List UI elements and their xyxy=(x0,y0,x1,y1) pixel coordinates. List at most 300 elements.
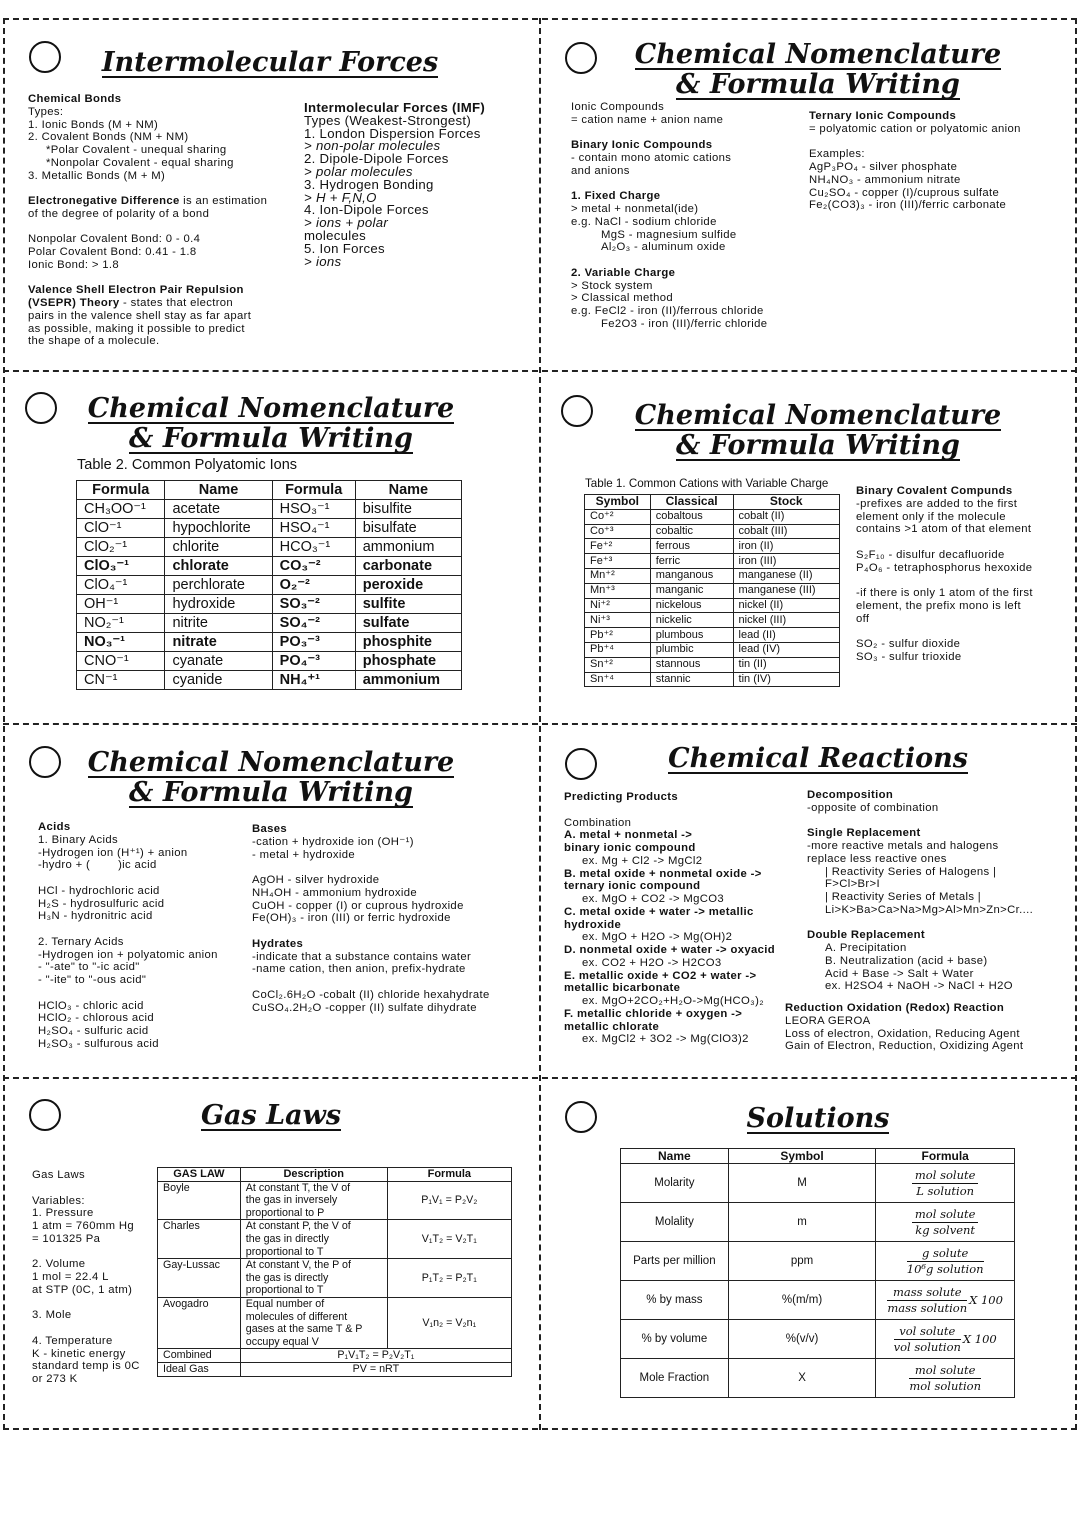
table-cell: Parts per million xyxy=(621,1242,729,1281)
text-line xyxy=(28,144,267,157)
text-line xyxy=(564,829,775,842)
text-line xyxy=(571,280,767,293)
table-row xyxy=(585,672,840,687)
table-cell: cobaltous xyxy=(650,509,733,524)
title-text: Chemical Reactions xyxy=(668,743,968,774)
table-cell: Combined xyxy=(158,1349,241,1363)
formula-cell xyxy=(876,1203,1015,1242)
text-line-main: as possible, making it possible to predict xyxy=(28,322,245,335)
text-line xyxy=(807,891,1033,904)
table-cell: nitrite xyxy=(165,614,272,633)
table-cell: PO₄⁻³ xyxy=(272,652,355,671)
fraction xyxy=(912,1207,979,1238)
title-text: Chemical Nomenclature xyxy=(87,747,455,778)
text-line xyxy=(38,974,218,987)
text-line-main: AgP₃PO₄ - silver phosphate xyxy=(809,161,958,173)
text-line-main: CuSO₄.2H₂O -copper (II) sulfate dihydrate xyxy=(252,1001,477,1014)
text-line-main: P₄O₆ - tetraphosphorus hexoxide xyxy=(856,561,1033,574)
text-line-main: A. Precipitation xyxy=(825,942,907,954)
table-cell: acetate xyxy=(165,500,272,519)
text-line-main: ternary ionic compound xyxy=(564,880,701,893)
text-line xyxy=(564,868,775,881)
text-line xyxy=(28,246,267,259)
text-line-main: pairs in the valence shell stay as far apart xyxy=(28,309,252,322)
table-cell: SO₃⁻² xyxy=(272,595,355,614)
text-line xyxy=(564,970,775,983)
column-header: Name xyxy=(355,481,461,500)
text-line xyxy=(252,874,490,887)
table-cell: PO₃⁻³ xyxy=(272,633,355,652)
text-line xyxy=(807,980,1033,993)
text-line-main: Gas Laws xyxy=(32,1169,86,1181)
text-line xyxy=(28,323,267,336)
table-cell: P₁V₁T₂ = P₂V₂T₁ xyxy=(240,1349,511,1363)
table-row xyxy=(585,509,840,524)
text-line-main: 4. Ion-Dipole Forces xyxy=(304,202,429,218)
table-cell: NH₄⁺¹ xyxy=(272,671,355,690)
text-line xyxy=(564,1008,775,1021)
text-line xyxy=(38,847,218,860)
text-line-main: Gain of Electron, Reduction, Oxidizing Agent xyxy=(785,1040,1024,1053)
denominator: kg solvent xyxy=(915,1222,976,1237)
text-line xyxy=(571,241,767,254)
text-line xyxy=(28,195,267,208)
title-text: Chemical Nomenclature xyxy=(634,39,1002,70)
table-cell: Charles xyxy=(158,1220,241,1259)
text-line xyxy=(564,982,775,995)
ternary-compounds-notes xyxy=(809,110,1021,212)
text-line-main: - contain mono atomic cations xyxy=(571,152,732,164)
text-line xyxy=(809,148,1021,161)
text-line xyxy=(32,1284,140,1297)
text-line xyxy=(856,651,1033,664)
spacer xyxy=(856,536,1033,549)
text-line xyxy=(252,938,490,951)
spacer xyxy=(807,815,1033,828)
table-cell: Sn⁺⁴ xyxy=(585,672,651,687)
text-line xyxy=(571,190,767,203)
text-line xyxy=(38,910,218,923)
text-line xyxy=(571,229,767,242)
gas-variables-notes xyxy=(32,1169,140,1386)
text-line-main: Combination xyxy=(564,816,632,829)
text-line xyxy=(807,968,1033,981)
table-cell: iron (III) xyxy=(733,554,839,569)
text-line xyxy=(32,1207,140,1220)
text-line-main: or 273 K xyxy=(32,1373,78,1385)
table-cell: At constant V, the P of the gas is directly proportional to T xyxy=(240,1259,387,1298)
text-line xyxy=(809,199,1021,212)
text-line-main: H₂S - hydrosulfuric acid xyxy=(38,897,165,910)
text-line xyxy=(252,887,490,900)
text-line-main: CuOH - copper (I) or cuprous hydroxide xyxy=(252,899,464,912)
text-line-main: 2. Covalent Bonds (NM + NM) xyxy=(28,131,189,144)
numerator: vol solute xyxy=(894,1324,961,1340)
table-cell: sulfite xyxy=(355,595,461,614)
text-line xyxy=(252,849,490,862)
text-line-main: H₃N - hydronitric acid xyxy=(38,910,153,923)
text-line-main: e.g. NaCl - sodium chloride xyxy=(571,215,717,228)
column-header: GAS LAW xyxy=(158,1168,241,1182)
table-cell: ferric xyxy=(650,554,733,569)
text-line-main: | Reactivity Series of Metals | xyxy=(825,891,982,903)
text-line-main: element only if the molecule xyxy=(856,510,1006,523)
table-cell: OH⁻¹ xyxy=(77,595,165,614)
text-line-main: Reduction Oxidation (Redox) Reaction xyxy=(785,1002,1005,1014)
text-line xyxy=(564,1033,775,1046)
title-text: & Formula Writing xyxy=(129,777,413,808)
text-line xyxy=(856,498,1033,511)
text-line xyxy=(785,1040,1023,1053)
text-line xyxy=(571,292,767,305)
text-line-main: Types (Weakest-Strongest) xyxy=(304,112,472,128)
column-header: Classical xyxy=(650,495,733,510)
text-line xyxy=(38,834,218,847)
text-line-main: -Hydrogen ion + polyatomic anion xyxy=(38,948,218,961)
table-cell: CN⁻¹ xyxy=(77,671,165,690)
spacer xyxy=(571,254,767,267)
denominator: L solution xyxy=(916,1183,975,1198)
text-line xyxy=(32,1271,140,1284)
table-row xyxy=(77,652,462,671)
text-line xyxy=(28,208,267,221)
text-line-main: > H + F,N,O xyxy=(304,189,377,205)
text-line-rest: is an estimation xyxy=(179,195,268,207)
text-line xyxy=(564,906,775,919)
table-row xyxy=(585,524,840,539)
table-cell: phosphite xyxy=(355,633,461,652)
text-line xyxy=(807,955,1033,968)
title-text: Chemical Nomenclature xyxy=(87,393,455,424)
text-line xyxy=(809,187,1021,200)
text-line-main: standard temp is 0C xyxy=(32,1360,140,1373)
table-cell: Molarity xyxy=(621,1164,729,1203)
column-header: Name xyxy=(165,481,272,500)
table-cell: CH₃OO⁻¹ xyxy=(77,500,165,519)
table-row xyxy=(77,500,462,519)
spacer xyxy=(856,574,1033,587)
column-header: Formula xyxy=(876,1149,1015,1164)
table-row xyxy=(621,1203,1015,1242)
text-line-main: 2. Variable Charge xyxy=(571,266,676,279)
fraction xyxy=(912,1168,979,1199)
table-cell: Pb⁺⁴ xyxy=(585,642,651,657)
text-line-main: -name cation, then anion, prefix-hydrate xyxy=(252,963,466,976)
table-row xyxy=(621,1359,1015,1398)
text-line-main: and anions xyxy=(571,164,630,177)
text-line-main: C. metal oxide + water -> metallic xyxy=(564,905,754,918)
gas-laws-table xyxy=(157,1167,512,1377)
imf-notes xyxy=(304,102,485,268)
text-line xyxy=(571,267,767,280)
numerator: g solute xyxy=(907,1246,984,1262)
title-text: & Formula Writing xyxy=(129,423,413,454)
text-line-main: > Classical method xyxy=(571,292,674,305)
text-line-main: 2. Volume xyxy=(32,1258,86,1271)
text-line-main: ex. MgO+2CO₂+H₂O->Mg(HCO₃)₂ xyxy=(582,995,764,1007)
text-line xyxy=(32,1195,140,1208)
solutions-table xyxy=(620,1148,1015,1398)
table-row xyxy=(621,1164,1015,1203)
spacer xyxy=(252,925,490,938)
title-text: & Formula Writing xyxy=(676,430,960,461)
text-line xyxy=(571,203,767,216)
text-line-main: Ternary Ionic Compounds xyxy=(809,110,957,122)
text-line xyxy=(28,233,267,246)
text-line xyxy=(32,1335,140,1348)
text-line xyxy=(28,259,267,272)
text-line xyxy=(38,1000,218,1013)
text-line xyxy=(564,842,775,855)
table-cell: PV = nRT xyxy=(240,1362,511,1376)
table-cell: chlorate xyxy=(165,557,272,576)
text-line-main: Li>K>Ba>Ca>Na>Mg>Al>Mn>Zn>Cr.... xyxy=(825,903,1034,916)
column-header: Symbol xyxy=(585,495,651,510)
text-line-main: -cation + hydroxide ion (OH⁻¹) xyxy=(252,835,414,848)
table-cell: HCO₃⁻¹ xyxy=(272,538,355,557)
text-line-main: MgS - magnesium sulfide xyxy=(601,228,737,241)
spacer xyxy=(564,804,775,817)
table-cell: Mn⁺² xyxy=(585,568,651,583)
table-cell: manganese (III) xyxy=(733,583,839,598)
table-cell: m xyxy=(728,1203,876,1242)
text-line-main: CoCl₂.6H₂O -cobalt (II) chloride hexahydrate xyxy=(252,988,490,1001)
text-line-main: ex. MgO + H2O -> Mg(OH)2 xyxy=(582,931,733,944)
table-row xyxy=(585,613,840,628)
table-row xyxy=(585,554,840,569)
text-line xyxy=(28,335,267,348)
ionic-compounds-notes xyxy=(571,101,767,331)
table-cell: stannous xyxy=(650,657,733,672)
text-line xyxy=(856,600,1033,613)
card-title xyxy=(40,48,500,78)
table-row xyxy=(621,1242,1015,1281)
column-header: Description xyxy=(240,1168,387,1182)
formula-cell xyxy=(876,1359,1015,1398)
text-line xyxy=(785,1015,1023,1028)
text-line xyxy=(807,929,1033,942)
text-line-main: > polar molecules xyxy=(304,163,413,179)
text-line-main: contains >1 atom of that element xyxy=(856,523,1032,536)
text-line-main: hydroxide xyxy=(564,918,622,931)
text-line xyxy=(856,613,1033,626)
text-line xyxy=(28,106,267,119)
text-line-main: Acids xyxy=(38,821,71,833)
table-cell: M xyxy=(728,1164,876,1203)
acids-notes xyxy=(38,821,218,1051)
text-line xyxy=(38,859,218,872)
table-cell: ppm xyxy=(728,1242,876,1281)
text-line-main: element, the prefix mono is left xyxy=(856,599,1022,612)
fraction xyxy=(887,1285,967,1316)
table-cell: manganous xyxy=(650,568,733,583)
table-caption: Table 2. Common Polyatomic Ions xyxy=(77,457,298,473)
text-line-main: (VSEPR) Theory xyxy=(28,297,120,309)
table-cell: Fe⁺² xyxy=(585,539,651,554)
table-row xyxy=(158,1220,512,1259)
text-line xyxy=(252,836,490,849)
formula-cell xyxy=(876,1281,1015,1320)
text-line xyxy=(252,963,490,976)
text-line-main: -if there is only 1 atom of the first xyxy=(856,587,1033,599)
table-cell: peroxide xyxy=(355,576,461,595)
text-line xyxy=(564,880,775,893)
table-cell: Mn⁺³ xyxy=(585,583,651,598)
table-cell: Ni⁺² xyxy=(585,598,651,613)
text-line xyxy=(807,942,1033,955)
table-cell: ammonium xyxy=(355,671,461,690)
text-line-main: Decomposition xyxy=(807,789,894,801)
table-row xyxy=(585,657,840,672)
table-cell: hypochlorite xyxy=(165,519,272,538)
text-line-main: Predicting Products xyxy=(564,791,678,803)
spacer xyxy=(807,917,1033,930)
table-row xyxy=(77,595,462,614)
text-line xyxy=(252,912,490,925)
text-line-main: metallic chlorate xyxy=(564,1020,660,1033)
table-cell: ClO₄⁻¹ xyxy=(77,576,165,595)
spacer xyxy=(809,136,1021,149)
text-line xyxy=(564,919,775,932)
text-line xyxy=(856,523,1033,536)
text-line-main: ex. H2SO4 + NaOH -> NaCl + H2O xyxy=(825,980,1013,993)
table-row xyxy=(585,642,840,657)
text-line-main: Ionic Bond: > 1.8 xyxy=(28,258,120,271)
table-cell: V₁n₂ = V₂n₁ xyxy=(387,1297,511,1348)
chemical-bonds-notes xyxy=(28,93,267,348)
text-line-main: ex. Mg + Cl2 -> MgCl2 xyxy=(582,854,703,867)
text-line-main: AgOH - silver hydroxide xyxy=(252,874,380,886)
text-line-main: ex. MgO + CO2 -> MgCO3 xyxy=(582,893,725,905)
title-text: Chemical Nomenclature xyxy=(634,400,1002,431)
text-line xyxy=(252,951,490,964)
text-line xyxy=(571,101,767,114)
table-cell: perchlorate xyxy=(165,576,272,595)
text-line xyxy=(32,1309,140,1322)
table-header-row xyxy=(77,481,462,500)
text-line xyxy=(38,936,218,949)
table-header-row xyxy=(621,1149,1015,1164)
text-line xyxy=(571,114,767,127)
spacer xyxy=(252,861,490,874)
table-cell: ClO₂⁻¹ xyxy=(77,538,165,557)
table-cell: bisulfate xyxy=(355,519,461,538)
text-line xyxy=(809,174,1021,187)
table-row xyxy=(77,557,462,576)
text-line-main: -hydro + ( )ic acid xyxy=(38,859,157,872)
table-cell: X xyxy=(728,1359,876,1398)
redox-notes xyxy=(785,1002,1023,1053)
text-line-main: - "-ite" to "-ous acid" xyxy=(38,974,147,986)
table-cell: Co⁺³ xyxy=(585,524,651,539)
fraction xyxy=(909,1363,981,1394)
text-line-main: - metal + hydroxide xyxy=(252,848,356,861)
text-line-main: - "-ate" to "-ic acid" xyxy=(38,961,140,974)
text-line-main: 1. Ionic Bonds (M + NM) xyxy=(28,118,159,131)
text-line xyxy=(571,216,767,229)
text-line-main: F. metallic chloride + oxygen -> xyxy=(564,1007,743,1020)
title-text: & Formula Writing xyxy=(676,69,960,100)
table-cell: lead (IV) xyxy=(733,642,839,657)
text-line-main: 5. Ion Forces xyxy=(304,240,385,256)
table-cell: %(v/v) xyxy=(728,1320,876,1359)
text-line-main: 1 atm = 760mm Hg xyxy=(32,1220,134,1232)
text-line xyxy=(809,110,1021,123)
text-line xyxy=(571,165,767,178)
text-line-main: K - kinetic energy xyxy=(32,1347,126,1360)
text-line xyxy=(38,898,218,911)
text-line-main: -more reactive metals and halogens xyxy=(807,840,999,852)
reaction-types-notes xyxy=(807,789,1033,993)
text-line xyxy=(252,1002,490,1015)
numerator: mass solute xyxy=(887,1285,967,1301)
text-line-main: Nonpolar Covalent Bond: 0 - 0.4 xyxy=(28,233,201,246)
text-line-main: molecules xyxy=(304,227,367,243)
table-cell: bisulfite xyxy=(355,500,461,519)
text-line xyxy=(807,802,1033,815)
text-line-main: = polyatomic cation or polyatomic anion xyxy=(809,122,1021,135)
spacer xyxy=(28,221,267,234)
text-line xyxy=(38,961,218,974)
spacer xyxy=(32,1297,140,1310)
table-cell: P₁V₁ = P₂V₂ xyxy=(387,1181,511,1220)
table-row xyxy=(158,1362,512,1376)
text-line-main: replace less reactive ones xyxy=(807,852,947,865)
table-cell: Mole Fraction xyxy=(621,1359,729,1398)
text-line xyxy=(564,995,775,1008)
table-cell: CO₃⁻² xyxy=(272,557,355,576)
column-header: Formula xyxy=(77,481,165,500)
text-line xyxy=(856,562,1033,575)
table-row xyxy=(621,1320,1015,1359)
text-line xyxy=(807,904,1033,917)
table-cell: Avogadro xyxy=(158,1297,241,1348)
table-cell: At constant T, the V of the gas in inversely proportional to P xyxy=(240,1181,387,1220)
text-line-main: SO₃ - sulfur trioxide xyxy=(856,650,962,663)
text-line-main: -indicate that a substance contains water xyxy=(252,950,472,963)
formula-cell xyxy=(876,1164,1015,1203)
text-line-main: at STP (0C, 1 atm) xyxy=(32,1283,133,1296)
formula-cell xyxy=(876,1242,1015,1281)
table-cell: cobaltic xyxy=(650,524,733,539)
text-line xyxy=(571,152,767,165)
title-text: Solutions xyxy=(746,1103,890,1134)
card-title xyxy=(588,401,1048,461)
table-cell: NO₂⁻¹ xyxy=(77,614,165,633)
text-line xyxy=(38,885,218,898)
text-line-main: Al₂O₃ - aluminum oxide xyxy=(601,241,726,254)
text-line xyxy=(32,1360,140,1373)
text-line-main: F>Cl>Br>I xyxy=(825,878,880,891)
text-line xyxy=(807,878,1033,891)
text-line-main: 3. Hydrogen Bonding xyxy=(304,176,434,192)
table-cell: tin (IV) xyxy=(733,672,839,687)
text-line xyxy=(564,855,775,868)
text-line xyxy=(38,1025,218,1038)
text-line-main: Double Replacement xyxy=(807,929,926,942)
spacer xyxy=(28,272,267,285)
table-cell: Fe⁺³ xyxy=(585,554,651,569)
text-line xyxy=(564,931,775,944)
text-line xyxy=(304,253,485,269)
table-cell: HSO₃⁻¹ xyxy=(272,500,355,519)
text-line-main: 1. Pressure xyxy=(32,1207,94,1220)
text-line xyxy=(807,866,1033,879)
table-header-row xyxy=(158,1168,512,1182)
text-line-main: 1. London Dispersion Forces xyxy=(304,125,481,141)
text-line-main: ex. CO2 + H2O -> H2CO3 xyxy=(582,956,722,969)
table-cell: carbonate xyxy=(355,557,461,576)
